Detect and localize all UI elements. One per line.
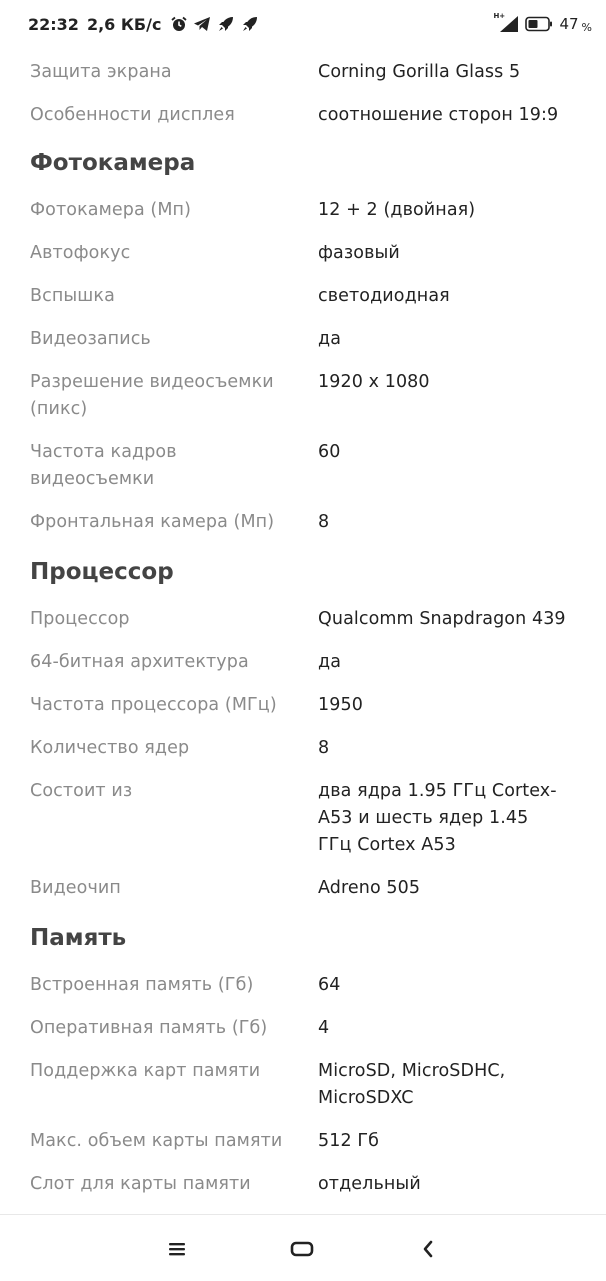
- spec-label: Встроенная память (Гб): [30, 975, 254, 995]
- spec-value: соотношение сторон 19:9: [318, 105, 559, 125]
- spec-label: Слот для карты памяти: [30, 1174, 251, 1194]
- spec-value: 12 + 2 (двойная): [318, 200, 476, 220]
- battery-icon: [525, 16, 553, 32]
- spec-label: Частота процессора (МГц): [30, 695, 277, 715]
- spec-value: Adreno 505: [318, 878, 421, 898]
- telegram-icon: [193, 16, 211, 32]
- spec-row: [0, 1006, 606, 1049]
- home-button[interactable]: [287, 1235, 317, 1263]
- spec-label: Частота кадров видеосъемки: [30, 442, 177, 489]
- status-time: 22:32: [28, 14, 79, 34]
- spec-row: [0, 640, 606, 683]
- spec-row: [0, 48, 606, 91]
- status-right: [493, 12, 592, 34]
- signal-block: [493, 12, 519, 33]
- spec-row: [0, 866, 606, 909]
- battery-level: 47: [559, 15, 579, 33]
- spec-value: светодиодная: [318, 286, 450, 306]
- spec-row: [0, 317, 606, 360]
- spec-label: Защита экрана: [30, 62, 172, 82]
- spec-value: фазовый: [318, 243, 400, 263]
- spec-value: MicroSD, MicroSDHC, MicroSDXC: [318, 1061, 506, 1108]
- status-speed: 2,6 КБ/с: [86, 14, 162, 34]
- spec-value: 1920 x 1080: [318, 372, 430, 392]
- spec-label: Видеочип: [30, 878, 121, 898]
- battery-unit: %: [581, 20, 592, 34]
- spec-value: 8: [318, 738, 330, 758]
- spec-label: Вспышка: [30, 286, 115, 306]
- spec-row: [0, 231, 606, 274]
- spec-value: 8: [318, 512, 330, 532]
- spec-value: два ядра 1.95 ГГц Cortex-A53 и шесть ядер 1.45 ГГц Cortex A53: [318, 781, 557, 855]
- spec-row: [0, 597, 606, 640]
- spec-row: [0, 360, 606, 430]
- spec-row: [0, 500, 606, 543]
- spec-row: [0, 91, 606, 134]
- navigation-bar: [0, 1214, 606, 1281]
- section-title-cpu: Процессор: [30, 559, 174, 585]
- alarm-icon: [171, 16, 187, 32]
- spec-label: Макс. объем карты памяти: [30, 1131, 283, 1151]
- back-icon: [421, 1240, 435, 1258]
- spec-value: Qualcomm Snapdragon 439: [318, 609, 566, 629]
- network-type: H+: [493, 12, 506, 20]
- menu-icon: [168, 1241, 186, 1257]
- signal-icon: [493, 15, 519, 33]
- spec-label: Фронтальная камера (Мп): [30, 512, 275, 532]
- section-title-memory: Память: [30, 925, 127, 951]
- spec-label: 64-битная архитектура: [30, 652, 249, 672]
- spec-value: 60: [318, 442, 341, 462]
- spec-list[interactable]: [0, 48, 606, 1205]
- spec-value: 512 Гб: [318, 1131, 380, 1151]
- spec-label: Особенности дисплея: [30, 105, 235, 125]
- spec-row: [0, 1162, 606, 1205]
- back-button[interactable]: [413, 1235, 443, 1263]
- spec-value: да: [318, 652, 342, 672]
- rocket-icon: [241, 15, 259, 33]
- spec-row: [0, 726, 606, 769]
- spec-label: Состоит из: [30, 781, 133, 801]
- rocket-icon: [217, 15, 235, 33]
- spec-value: 4: [318, 1018, 330, 1038]
- status-bar: [0, 0, 606, 48]
- spec-row: [0, 963, 606, 1006]
- spec-row: [0, 1049, 606, 1119]
- spec-label: Фотокамера (Мп): [30, 200, 192, 220]
- spec-value: Corning Gorilla Glass 5: [318, 62, 521, 82]
- section-title-camera: Фотокамера: [30, 150, 196, 176]
- home-icon: [290, 1240, 314, 1258]
- menu-button[interactable]: [162, 1235, 192, 1263]
- spec-label: Оперативная память (Гб): [30, 1018, 268, 1038]
- spec-row: [0, 188, 606, 231]
- spec-row: [0, 274, 606, 317]
- spec-label: Поддержка карт памяти: [30, 1061, 261, 1081]
- spec-row: [0, 430, 606, 500]
- spec-label: Количество ядер: [30, 738, 190, 758]
- spec-label: Автофокус: [30, 243, 131, 263]
- notification-icons: [171, 15, 259, 33]
- status-left: [28, 15, 259, 34]
- spec-value: 64: [318, 975, 341, 995]
- spec-label: Процессор: [30, 609, 130, 629]
- spec-row: [0, 683, 606, 726]
- spec-label: Видеозапись: [30, 329, 151, 349]
- spec-row: [0, 769, 606, 866]
- spec-value: 1950: [318, 695, 363, 715]
- spec-value: да: [318, 329, 342, 349]
- spec-value: отдельный: [318, 1174, 421, 1194]
- spec-row: [0, 1119, 606, 1162]
- spec-label: Разрешение видеосъемки (пикс): [30, 372, 274, 419]
